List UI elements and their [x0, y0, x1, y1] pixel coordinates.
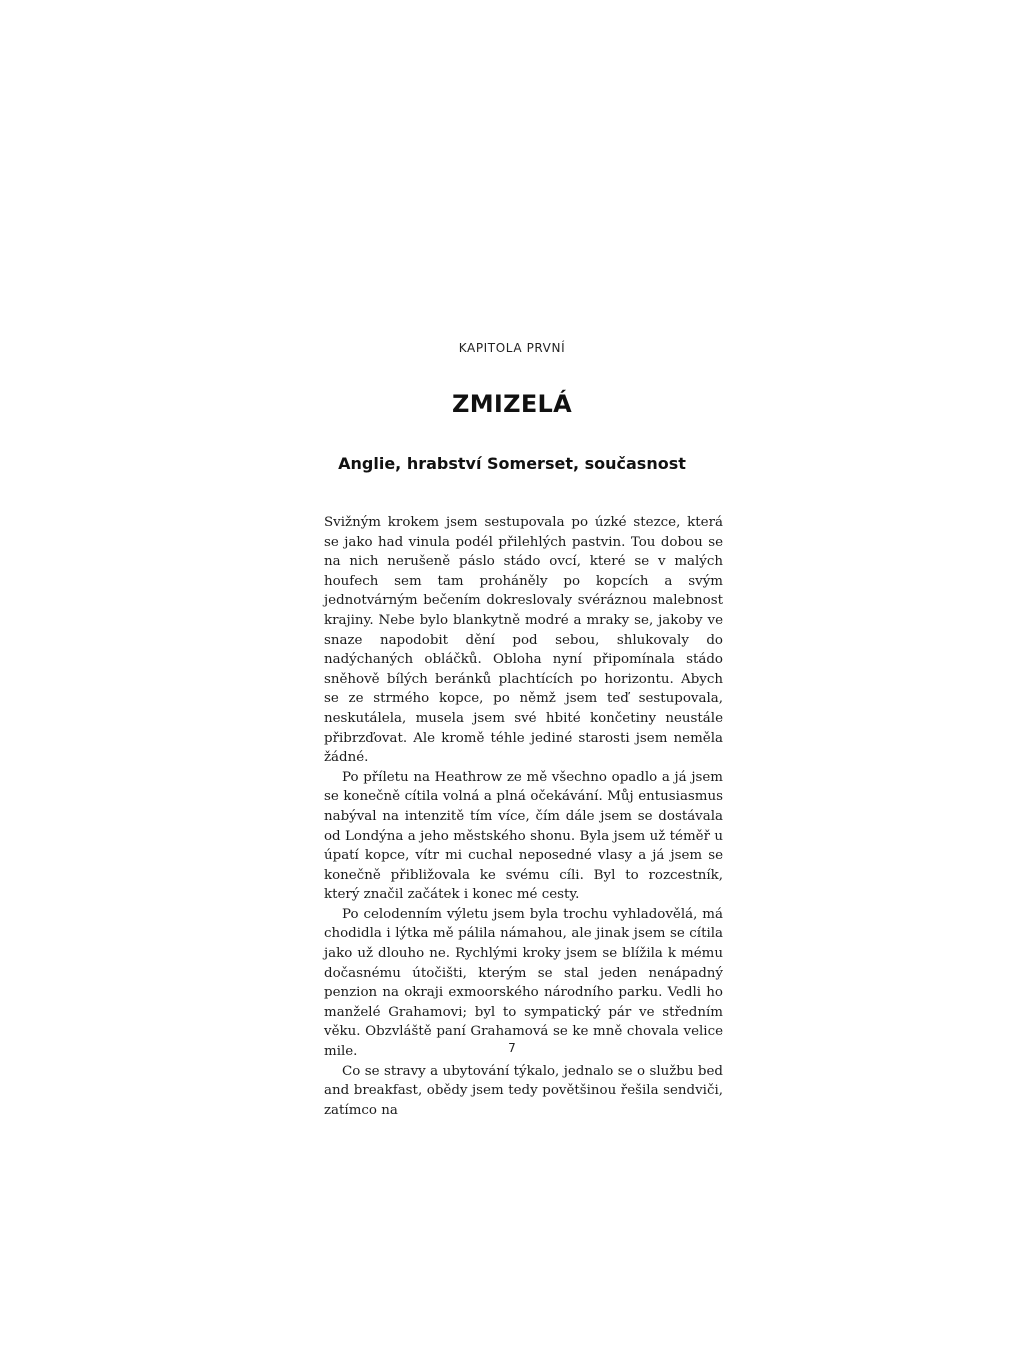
paragraph: Svižným krokem jsem sestupovala po úzké stezce, která se jako had vinula podél přilehlých pastvin. Tou dobou se na nich nerušeně páslo stádo ovcí, které se v malých houfech sem tam proháněly po kopcích a svým jednotvárným bečením dokreslovaly svéráznou malebnost krajiny. Nebe bylo blankytně modré a mraky se, jakoby ve snaze napodobit dění pod sebou, shlukovaly do nadýchaných obláčků. Obloha nyní připomínala stádo sněhově bílých beránků plachtících po horizontu. Abych se ze strmého kopce, po němž jsem teď sestupovala, neskutálela, musela jsem své hbité končetiny neustále přibrzďovat. Ale kromě téhle jediné starosti jsem neměla žádné. [324, 515, 723, 766]
chapter-label: KAPITOLA PRVNÍ [458, 341, 566, 355]
paragraph: Po celodenním výletu jsem byla trochu vyhladovělá, má chodidla i lýtka mě pálila námahou, ale jinak jsem se cítila jako už dlouho ne. Rychlými kroky jsem se blížila k mému dočasnému útočišti, kterým se stal jeden nenápadný penzion na okraji exmoorského národního parku. Vedli ho manželé Grahamovi; byl to sympatický pár ve středním věku. Obzvláště paní Grahamová se ke mně chovala velice mile. [324, 906, 723, 1060]
chapter-title: ZMIZELÁ [452, 390, 572, 418]
chapter-body [324, 513, 723, 1120]
chapter-subtitle: Anglie, hrabství Somerset, současnost [338, 454, 686, 473]
page-number: 7 [508, 1041, 516, 1055]
paragraph: Po příletu na Heathrow ze mě všechno opadlo a já jsem se konečně cítila volná a plná očekávání. Můj entusiasmus nabýval na intenzitě tím více, čím dále jsem se dostávala od Londýna a jeho městského shonu. Byla jsem už téměř u úpatí kopce, vítr mi cuchal neposedné vlasy a já jsem se konečně přibližovala ke svému cíli. Byl to rozcestník, který značil začátek i konec mé cesty. [324, 769, 723, 903]
paragraph: Co se stravy a ubytování týkalo, jednalo se o službu bed and breakfast, obědy jsem tedy povětšinou řešila sendviči, zatímco na [324, 1063, 723, 1118]
